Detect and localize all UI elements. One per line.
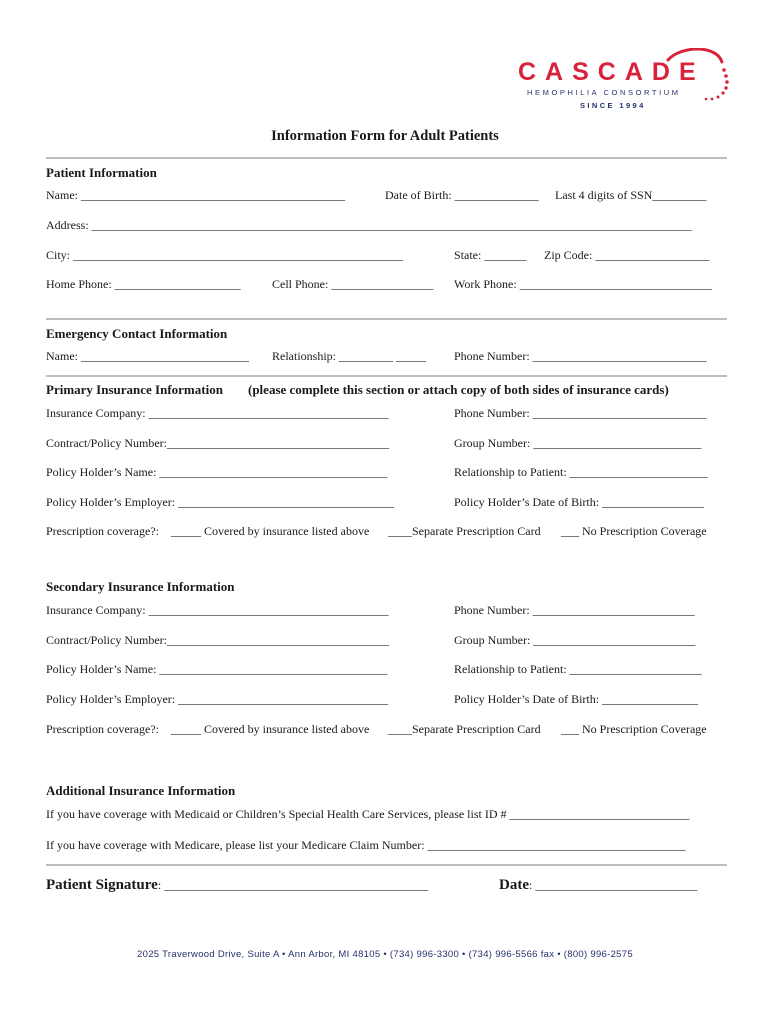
primary-company-field[interactable]: Insurance Company: ________________________________________ [46, 406, 389, 420]
primary-rx-option-covered[interactable]: _____ Covered by insurance listed above [171, 524, 370, 538]
primary-holder-name-field[interactable]: Policy Holder’s Name: ______________________________________ [46, 465, 388, 479]
logo-subtitle: HEMOPHILIA CONSORTIUM [527, 88, 681, 97]
medicare-claim-field[interactable]: If you have coverage with Medicare, please list your Medicare Claim Number: ___________________________________________ [46, 838, 686, 852]
secondary-phone-field[interactable]: Phone Number: ___________________________ [454, 603, 695, 617]
medicaid-id-field[interactable]: If you have coverage with Medicaid or Children’s Special Health Care Services, please list ID # ______________________________ [46, 807, 690, 821]
patient-signature-field[interactable] [46, 877, 428, 894]
form-title: Information Form for Adult Patients [271, 128, 499, 144]
divider [46, 157, 727, 159]
secondary-holder-name-field[interactable]: Policy Holder’s Name: ______________________________________ [46, 662, 388, 676]
divider [46, 864, 727, 866]
primary-rx-label: Prescription coverage?: [46, 524, 159, 538]
primary-policy-number-field[interactable]: Contract/Policy Number:_____________________________________ [46, 436, 389, 450]
emergency-contact-heading: Emergency Contact Information [46, 326, 228, 341]
cell-phone-field[interactable]: Cell Phone: _________________ [272, 277, 434, 291]
secondary-holder-employer-field[interactable]: Policy Holder’s Employer: ___________________________________ [46, 692, 389, 706]
divider [46, 318, 727, 320]
divider [46, 375, 727, 377]
primary-holder-dob-field[interactable]: Policy Holder’s Date of Birth: _________________ [454, 495, 705, 509]
signature-date-field[interactable] [499, 877, 697, 894]
primary-relationship-field[interactable]: Relationship to Patient: _______________________ [454, 465, 708, 479]
primary-group-number-field[interactable]: Group Number: ____________________________ [454, 436, 702, 450]
secondary-company-field[interactable]: Insurance Company: ________________________________________ [46, 603, 389, 617]
patient-address-field[interactable]: Address: ____________________________________________________________________________________________________ [46, 218, 692, 232]
work-phone-field[interactable]: Work Phone: ________________________________ [454, 277, 712, 291]
secondary-insurance-heading: Secondary Insurance Information [46, 579, 235, 594]
footer-address: 2025 Traverwood Drive, Suite A • Ann Arbor, MI 48105 • (734) 996-3300 • (734) 996-5566 fax • (800) 996-2575 [137, 949, 633, 960]
patient-name-field[interactable]: Name: ____________________________________________ [46, 188, 345, 202]
emergency-relationship-field[interactable]: Relationship: _________ _____ [272, 349, 426, 363]
patient-city-field[interactable]: City: _______________________________________________________ [46, 248, 404, 262]
emergency-phone-field[interactable]: Phone Number: _____________________________ [454, 349, 707, 363]
primary-rx-option-none[interactable]: ___ No Prescription Coverage [561, 524, 707, 538]
signature-line: : ____________________________________________ [157, 878, 429, 892]
emergency-name-field[interactable]: Name: ____________________________ [46, 349, 249, 363]
cascade-logo [518, 48, 738, 114]
logo-brand: CASCADE [518, 58, 705, 86]
patient-zip-field[interactable]: Zip Code: ___________________ [544, 248, 710, 262]
signature-label: Patient Signature [46, 877, 158, 893]
primary-holder-employer-field[interactable]: Policy Holder’s Employer: ____________________________________ [46, 495, 395, 509]
home-phone-field[interactable]: Home Phone: _____________________ [46, 277, 241, 291]
patient-info-heading: Patient Information [46, 165, 157, 180]
patient-dob-field[interactable]: Date of Birth: ______________ [385, 188, 539, 202]
date-line: : ___________________________ [529, 878, 698, 892]
secondary-rx-option-covered[interactable]: _____ Covered by insurance listed above [171, 722, 370, 736]
secondary-rx-option-none[interactable]: ___ No Prescription Coverage [561, 722, 707, 736]
patient-ssn-field[interactable]: Last 4 digits of SSN_________ [555, 188, 707, 202]
primary-insurance-heading: Primary Insurance Information [46, 382, 223, 397]
date-label: Date [499, 877, 529, 893]
secondary-rx-label: Prescription coverage?: [46, 722, 159, 736]
secondary-policy-number-field[interactable]: Contract/Policy Number:_____________________________________ [46, 633, 389, 647]
secondary-holder-dob-field[interactable]: Policy Holder’s Date of Birth: ________________ [454, 692, 699, 706]
primary-insurance-note: (please complete this section or attach copy of both sides of insurance cards) [248, 382, 669, 397]
secondary-rx-option-separate[interactable]: ____Separate Prescription Card [388, 722, 541, 736]
secondary-relationship-field[interactable]: Relationship to Patient: ______________________ [454, 662, 702, 676]
patient-state-field[interactable]: State: _______ [454, 248, 527, 262]
additional-insurance-heading: Additional Insurance Information [46, 783, 236, 798]
primary-rx-option-separate[interactable]: ____Separate Prescription Card [388, 524, 541, 538]
logo-since: SINCE 1994 [580, 101, 646, 110]
secondary-group-number-field[interactable]: Group Number: ___________________________ [454, 633, 696, 647]
primary-phone-field[interactable]: Phone Number: _____________________________ [454, 406, 707, 420]
